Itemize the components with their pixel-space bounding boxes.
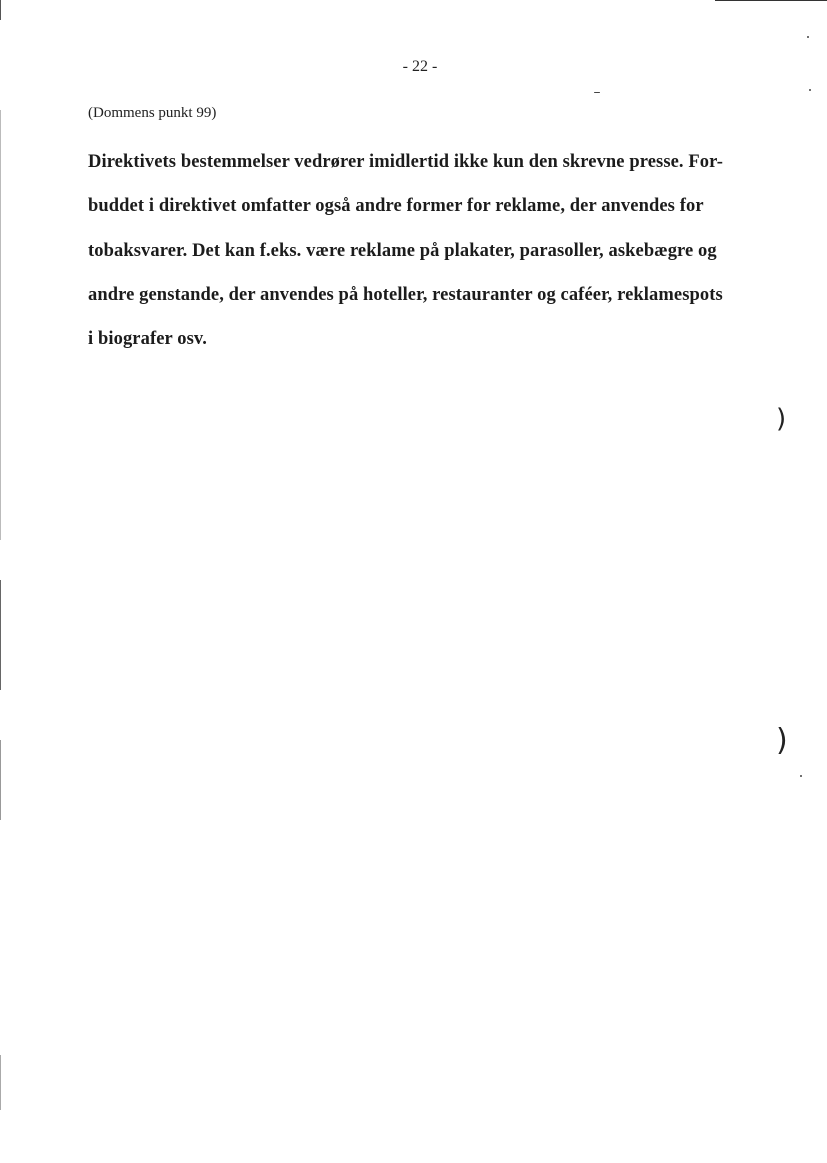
page-number: - 22 - xyxy=(402,58,438,75)
punch-hole-mark: ) xyxy=(776,723,788,758)
paragraph-line: andre genstande, der anvendes på hoteller, restauranter og caféer, reklamespots xyxy=(88,284,723,305)
scan-left-edge xyxy=(0,110,1,540)
punch-hole-mark: ) xyxy=(776,404,787,434)
paragraph-line: tobaksvarer. Det kan f.eks. være reklame på plakater, parasoller, askebægre og xyxy=(88,240,717,261)
scan-left-edge xyxy=(0,1055,1,1110)
body-paragraph xyxy=(88,140,758,361)
section-reference: (Dommens punkt 99) xyxy=(88,105,217,121)
paragraph-line: buddet i direktivet omfatter også andre former for reklame, der anvendes for xyxy=(88,196,704,217)
scan-speck xyxy=(594,92,600,93)
paragraph-line: Direktivets bestemmelser vedrører imidlertid ikke kun den skrevne presse. For- xyxy=(88,152,724,172)
scan-speck xyxy=(800,775,802,777)
scan-speck xyxy=(807,36,809,38)
paragraph-line: i biografer osv. xyxy=(88,329,207,350)
scan-left-edge xyxy=(0,580,1,690)
scan-border-line xyxy=(715,0,827,1)
scan-speck xyxy=(809,89,811,91)
scan-left-edge xyxy=(0,740,1,820)
scan-left-edge xyxy=(0,0,1,20)
